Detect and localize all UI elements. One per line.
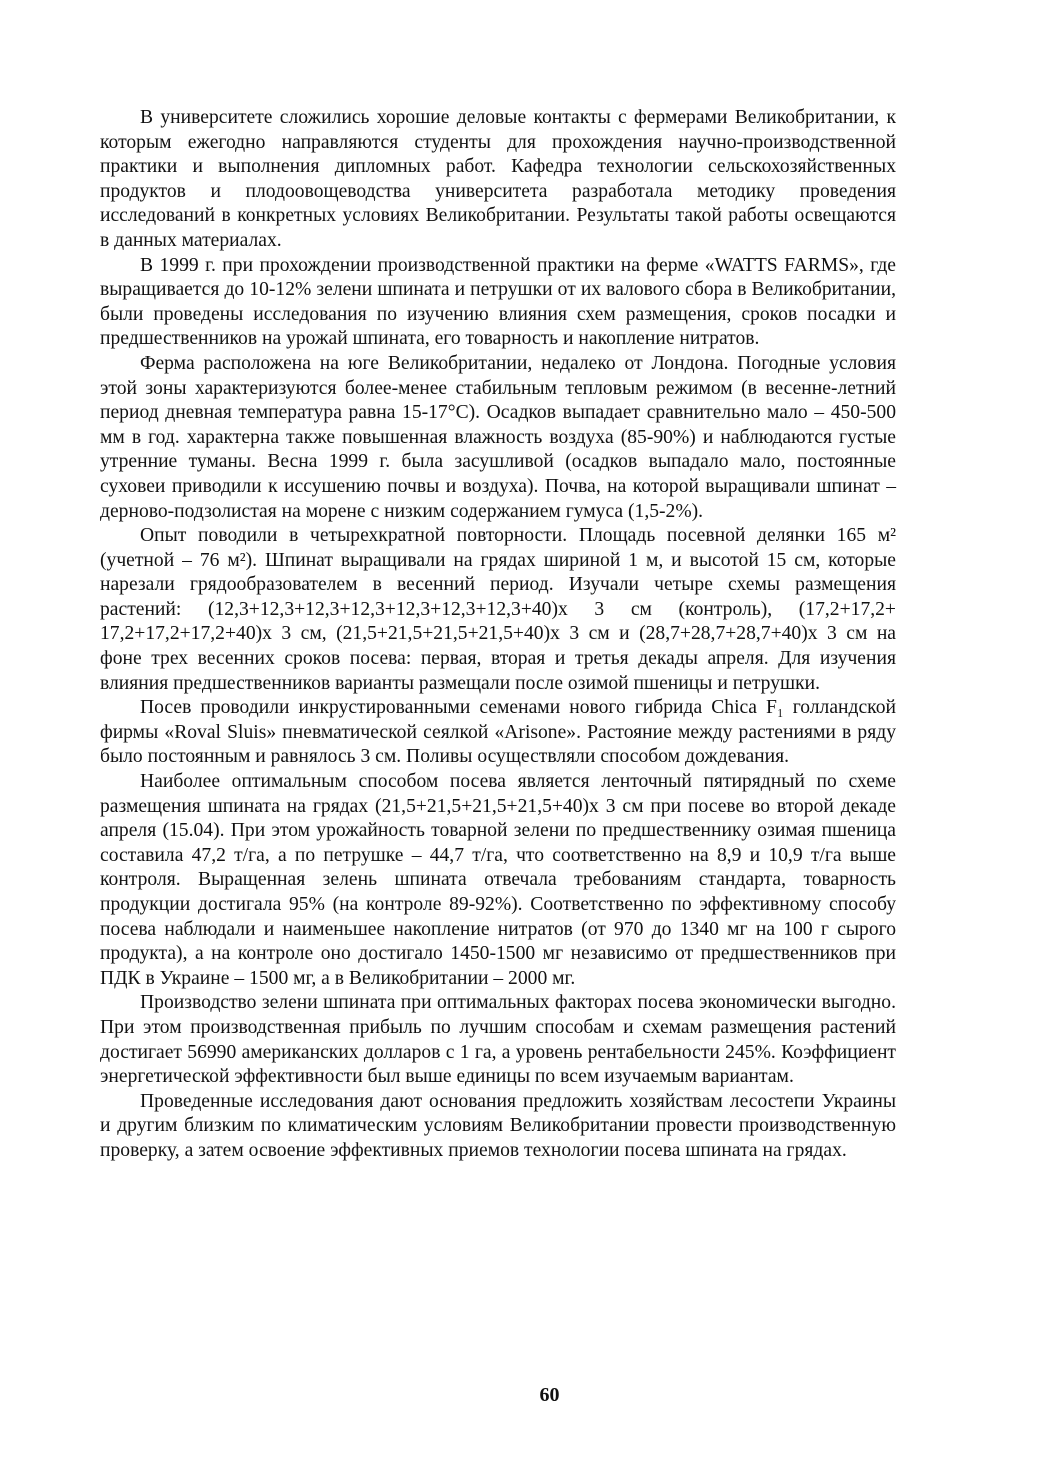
paragraph-university-contacts: В университете сложились хорошие деловые контакты с фермерами Великобритании, к которым ежегодно направляются студенты для прохождения научно-производственной практики и выполнения дипломных работ. Кафедра технологии сельскохозяйственных продуктов и плодоовощеводства университета разработала методику проведения исследований в конкретных условиях Великобритании. Результаты такой работы освещаются в данных материалах. bbox=[100, 107, 896, 251]
paragraph-sowing-method: Посев проводили инкрустированными семенами нового гибрида Chica F₁ голландской фирмы «Roval Sluis» пневматической сеялкой «Arisone». Растояние между растениями в ряду было постоянным и равнялось 3 см. Поливы осуществляли способом дождевания. bbox=[100, 697, 896, 768]
paragraph-watts-farms-study: В 1999 г. при прохождении производственной практики на ферме «WATTS FARMS», где выращивается до 10-12% зелени шпината и петрушки от их валового сбора в Великобритании, были проведены исследования по изучению влияния схем размещения, сроков посадки и предшественников на урожай шпината, его товарность и накопление нитратов. bbox=[100, 254, 896, 350]
paragraph-economic-efficiency: Производство зелени шпината при оптимальных факторах посева экономически выгодно. При этом производственная прибыль по лучшим способам и схемам размещения растений достигает 56990 американских долларов с 1 га, а уровень рентабельности 245%. Коэффициент энергетической эффективности был выше единицы по всем изучаемым вариантам. bbox=[100, 992, 896, 1088]
paragraph-conclusion: Проведенные исследования дают основания предложить хозяйствам лесостепи Украины и другим близким по климатическим условиям Великобритании провести производственную проверку, а затем освоение эффективных приемов технологии посева шпината на грядах. bbox=[100, 1090, 896, 1161]
paragraph-experiment-design: Опыт поводили в четырехкратной повторности. Площадь посевной делянки 165 м² (учетной – 76 м²). Шпинат выращивали на грядах шириной 1 м, и высотой 15 см, которые нарезали грядообразователем в весенний период. Изучали четыре схемы размещения растений: (12,3+12,3+12,3+12,3+12,3+12,3+12,3+40)х 3 см (контроль), (17,2+17,2+ 17,2+17,2+17,2+40)х 3 см, (21,5+21,5+21,5+21,5+40)х 3 см и (28,7+28,7+28,7+40)х 3 см на фоне трех весенних сроков посева: первая, вторая и третья декады апреля. Для изучения влияния предшественников варианты размещали после озимой пшеницы и петрушки. bbox=[100, 525, 896, 694]
page-number: 60 bbox=[539, 1384, 560, 1406]
document-body bbox=[100, 106, 896, 1164]
paragraph-optimal-method-results: Наиболее оптимальным способом посева является ленточный пятирядный по схеме размещения шпината на грядах (21,5+21,5+21,5+21,5+40)х 3 см при посеве во второй декаде апреля (15.04). При этом урожайность товарной зелени по предшественнику озимая пшеница составила 47,2 т/га, а по петрушке – 44,7 т/га, что соответственно на 8,9 и 10,9 т/га выше контроля. Выращенная зелень шпината отвечала требованиям стандарта, товарность продукции достигала 95% (на контроле 89-92%). Соответственно по эффективному способу посева наблюдали и наименьшее накопление нитратов (от 970 до 1340 мг на 100 г сырого продукта), а на контроле оно достигало 1450-1500 мг независимо от предшественников при ПДК в Украине – 1500 мг, а в Великобритании – 2000 мг. bbox=[100, 771, 896, 989]
paragraph-farm-conditions: Ферма расположена на юге Великобритании, недалеко от Лондона. Погодные условия этой зоны характеризуются более-менее стабильным тепловым режимом (в весенне-летний период дневная температура равна 15-17°С). Осадков выпадает сравнительно мало – 450-500 мм в год. характерна также повышенная влажность воздуха (85-90%) и наблюдаются густые утренние туманы. Весна 1999 г. была засушливой (осадков выпадало мало, постоянные суховеи приводили к иссушению почвы и воздуха). Почва, на которой выращивали шпинат – дерново-подзолистая на морене с низким содержанием гумуса (1,5-2%). bbox=[100, 352, 896, 522]
